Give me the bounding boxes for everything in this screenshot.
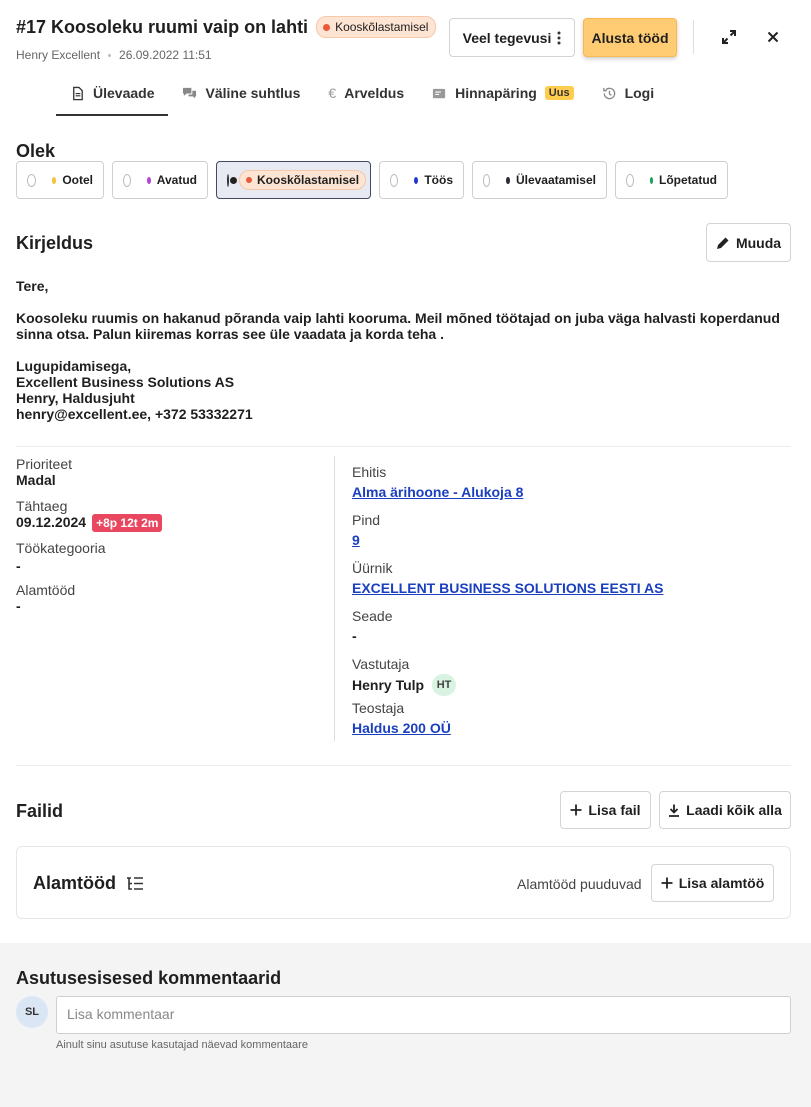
responsible-row — [352, 674, 792, 696]
state-dot-icon — [246, 177, 252, 183]
overdue-badge: +8p 12t 2m — [92, 514, 162, 532]
state-pill — [239, 170, 366, 190]
state-options — [16, 161, 728, 199]
state-dot-icon — [650, 177, 654, 184]
tab-overview-label: Ülevaade — [93, 85, 155, 101]
device-label: Seade — [352, 608, 393, 624]
plus-icon — [570, 804, 582, 816]
state-option-label: Kooskõlastamisel — [257, 173, 360, 187]
task-meta — [16, 48, 795, 62]
priority-label: Prioriteet — [16, 456, 73, 472]
more-actions-label: Veel tegevusi — [462, 29, 552, 46]
tab-billing[interactable] — [314, 70, 418, 116]
tab-external-communication[interactable] — [168, 70, 314, 116]
tab-log[interactable] — [588, 70, 669, 116]
tab-overview[interactable] — [56, 70, 168, 116]
avatar: HT — [432, 674, 456, 696]
state-option-waiting[interactable] — [16, 161, 104, 199]
subtasks-heading-label: Alamtööd — [33, 873, 116, 893]
separator-dot-icon — [108, 54, 111, 57]
state-dot-icon — [52, 177, 56, 184]
add-file-button[interactable] — [560, 791, 651, 829]
add-file-label: Lisa fail — [588, 802, 641, 818]
new-badge: Uus — [545, 86, 574, 100]
state-option-label: Ootel — [62, 173, 93, 187]
tab-price-inquiry-label: Hinnapäring — [455, 85, 537, 101]
page-title: #17 Koosoleku ruumi vaip on lahti — [16, 16, 309, 37]
start-work-button[interactable]: Alusta tööd — [583, 18, 677, 57]
area-link[interactable]: 9 — [352, 532, 360, 548]
comments-heading: Asutusesisesed kommentaarid — [16, 968, 282, 988]
document-icon — [70, 86, 85, 101]
status-badge — [316, 16, 436, 38]
executor-link[interactable]: Haldus 200 OÜ — [352, 720, 451, 736]
expand-icon — [722, 30, 736, 44]
subtasks-card — [16, 846, 791, 919]
state-heading: Olek — [16, 141, 56, 161]
add-subtask-button[interactable] — [651, 864, 774, 902]
deadline-label: Tähtaeg — [16, 498, 68, 514]
download-all-button[interactable] — [659, 791, 791, 829]
details-divider — [334, 456, 335, 741]
executor-label: Teostaja — [352, 700, 405, 716]
author-name: Henry Excellent — [16, 48, 101, 62]
radio-icon — [27, 174, 36, 187]
tab-bar — [56, 70, 668, 116]
state-option-label: Ülevaatamisel — [515, 173, 596, 187]
divider — [16, 446, 791, 447]
desc-signoff: Lugupidamisega, — [16, 358, 132, 374]
euro-icon: € — [328, 85, 337, 101]
description-text — [16, 278, 786, 422]
subtasks-empty-text: Alamtööd puuduvad — [517, 876, 642, 892]
task-header — [16, 16, 795, 66]
status-badge-label: Kooskõlastamisel — [335, 20, 429, 34]
radio-icon — [626, 174, 634, 187]
tab-log-label: Logi — [624, 85, 655, 101]
subtasks-value: - — [16, 598, 21, 614]
files-heading: Failid — [16, 801, 64, 821]
close-button[interactable] — [758, 22, 788, 52]
avatar: SL — [16, 996, 48, 1028]
building-label: Ehitis — [352, 464, 387, 480]
state-option-done[interactable] — [615, 161, 728, 199]
responsible-value: Henry Tulp — [352, 677, 425, 693]
area-label: Pind — [352, 512, 381, 528]
comment-input[interactable] — [56, 996, 791, 1034]
quote-icon — [432, 86, 447, 101]
desc-contact: henry@excellent.ee, +372 53332271 — [16, 406, 253, 422]
desc-company: Excellent Business Solutions AS — [16, 374, 235, 390]
category-value: - — [16, 558, 21, 574]
responsible-label: Vastutaja — [352, 656, 410, 672]
deadline-value: 09.12.2024 — [16, 514, 87, 530]
device-value: - — [352, 628, 357, 644]
category-label: Töökategooria — [16, 540, 106, 556]
subtasks-label: Alamtööd — [16, 582, 76, 598]
priority-value: Madal — [16, 472, 56, 488]
plus-icon — [661, 877, 673, 889]
more-actions-button[interactable] — [449, 18, 575, 57]
desc-greeting: Tere, — [16, 278, 49, 294]
pencil-icon — [716, 236, 730, 250]
radio-icon — [123, 174, 131, 187]
state-dot-icon — [506, 177, 509, 184]
edit-button[interactable] — [706, 223, 791, 262]
state-option-label: Avatud — [156, 173, 197, 187]
state-option-label: Töös — [424, 173, 453, 187]
tab-billing-label: Arveldus — [344, 85, 405, 101]
description-heading: Kirjeldus — [16, 233, 94, 253]
radio-icon — [483, 174, 490, 187]
tenant-label: Üürnik — [352, 560, 393, 576]
expand-button[interactable] — [714, 22, 744, 52]
state-option-label: Lõpetatud — [659, 173, 717, 187]
add-subtask-label: Lisa alamtöö — [678, 875, 765, 891]
comment-hint: Ainult sinu asutuse kasutajad näevad kommentaare — [56, 1039, 308, 1051]
state-option-review[interactable] — [472, 161, 607, 199]
subtask-list-icon — [126, 876, 144, 892]
close-icon — [767, 31, 779, 43]
details-right — [352, 464, 792, 736]
tab-external-communication-label: Väline suhtlus — [205, 85, 301, 101]
download-icon — [668, 804, 680, 817]
deadline-row — [16, 514, 316, 532]
tab-price-inquiry[interactable] — [418, 70, 587, 116]
subtasks-heading — [33, 873, 144, 894]
state-dot-icon — [414, 177, 418, 184]
state-dot-icon — [147, 177, 151, 184]
radio-icon — [390, 174, 398, 187]
state-option-in-progress[interactable] — [379, 161, 464, 199]
divider — [16, 765, 791, 766]
state-option-open[interactable] — [112, 161, 208, 199]
building-link[interactable]: Alma ärihoone - Alukoja 8 — [352, 484, 524, 500]
desc-signer: Henry, Haldusjuht — [16, 390, 135, 406]
edit-label: Muuda — [735, 234, 782, 251]
desc-body: Koosoleku ruumis on hakanud põranda vaip lahti kooruma. Meil mõned töötajad on juba väga halvasti koperdanud sinna otsa. Palun kiiremas korras see üle vaadata ja korda teha . — [16, 310, 780, 342]
history-icon — [602, 86, 617, 101]
radio-selected-icon — [227, 174, 229, 187]
status-dot-icon — [323, 24, 330, 31]
details-left — [16, 456, 316, 614]
header-divider — [693, 20, 694, 54]
chat-icon — [182, 86, 197, 101]
download-all-label: Laadi kõik alla — [686, 802, 782, 818]
created-date: 26.09.2022 11:51 — [119, 48, 212, 62]
state-option-approval[interactable] — [216, 161, 371, 199]
tenant-link[interactable]: EXCELLENT BUSINESS SOLUTIONS EESTI AS — [352, 580, 664, 596]
kebab-menu-icon — [557, 31, 561, 45]
